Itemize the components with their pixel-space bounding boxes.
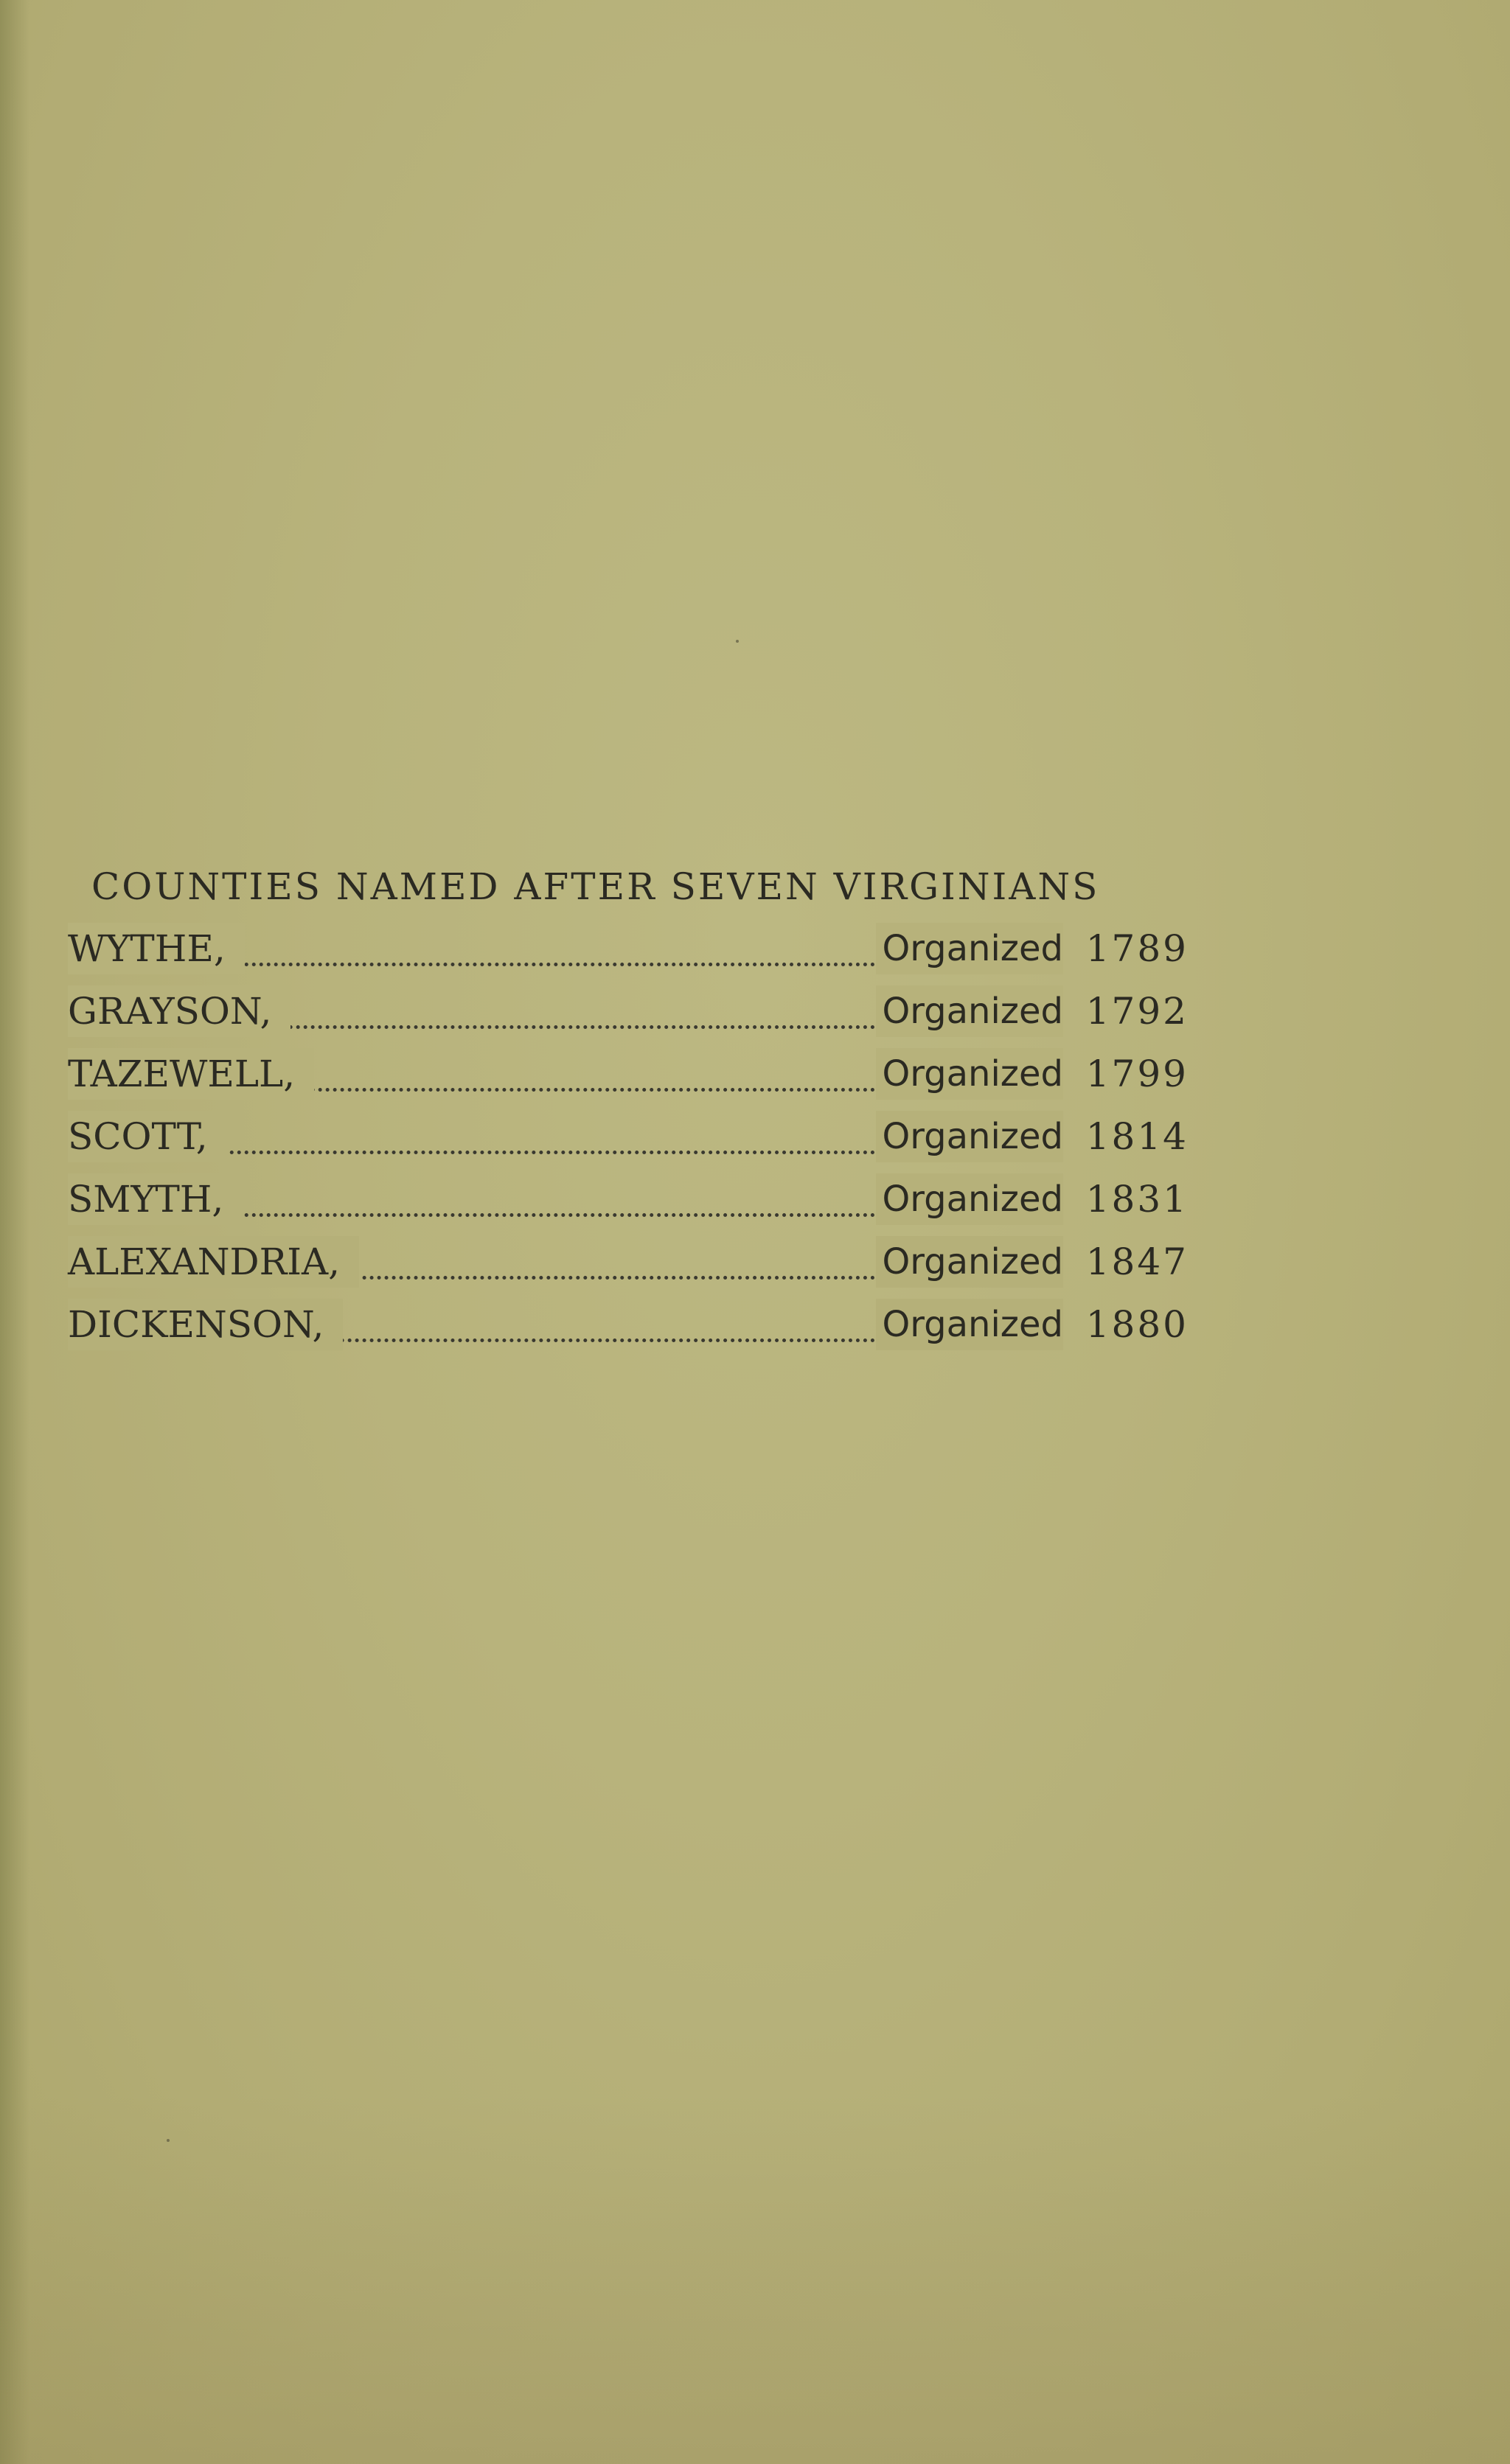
- county-row: [68, 1299, 1189, 1361]
- organized-label: Organized: [876, 923, 1063, 974]
- organized-label: Organized: [876, 1236, 1063, 1288]
- county-name: WYTHE,: [68, 923, 245, 974]
- county-row: [68, 923, 1189, 985]
- county-name: SMYTH,: [68, 1173, 243, 1225]
- organized-year: 1789: [1085, 927, 1189, 970]
- county-list: [68, 923, 1189, 1361]
- county-row: [68, 1111, 1189, 1173]
- county-name: GRAYSON,: [68, 985, 290, 1037]
- county-row: [68, 1236, 1189, 1299]
- organized-label: Organized: [876, 985, 1063, 1037]
- page-heading: COUNTIES NAMED AFTER SEVEN VIRGINIANS: [91, 865, 1100, 908]
- page-bottom-shade: [0, 2095, 1510, 2464]
- county-name: ALEXANDRIA,: [68, 1236, 359, 1288]
- organized-year: 1792: [1085, 990, 1189, 1033]
- organized-year: 1880: [1085, 1303, 1189, 1346]
- organized-year: 1799: [1085, 1053, 1189, 1095]
- organized-year: 1814: [1085, 1115, 1189, 1158]
- county-name: DICKENSON,: [68, 1299, 343, 1350]
- county-name: SCOTT,: [68, 1111, 227, 1162]
- organized-label: Organized: [876, 1299, 1063, 1350]
- organized-year: 1831: [1085, 1178, 1189, 1221]
- county-row: [68, 1173, 1189, 1236]
- organized-label: Organized: [876, 1048, 1063, 1100]
- paper-speck: [736, 640, 739, 643]
- paper-speck: [167, 2139, 170, 2142]
- page-edge-shadow: [0, 0, 29, 2464]
- county-row: [68, 1048, 1189, 1111]
- organized-label: Organized: [876, 1173, 1063, 1225]
- organized-year: 1847: [1085, 1240, 1189, 1283]
- county-row: [68, 985, 1189, 1048]
- county-name: TAZEWELL,: [68, 1048, 314, 1100]
- organized-label: Organized: [876, 1111, 1063, 1162]
